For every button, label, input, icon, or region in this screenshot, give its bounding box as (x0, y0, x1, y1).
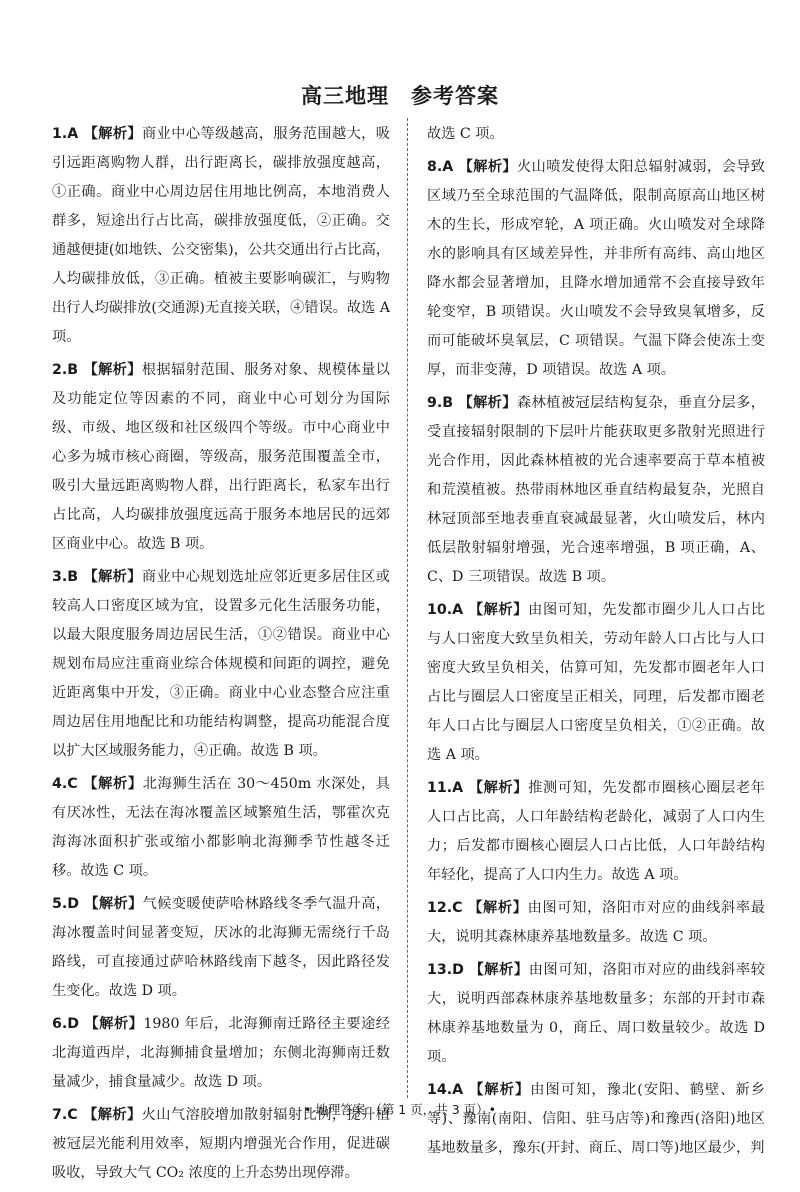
analysis-tag: 【解析】 (83, 776, 143, 792)
answer-text: 气候变暖使萨哈林路线冬季气温升高，海冰覆盖时间显著变短，厌冰的北海狮无需绕行千岛路线，可直接通过萨哈林路线南下越冬，因此路径发生变化。故选 D 项。 (52, 896, 390, 999)
answer-number: 14.A (427, 1082, 470, 1098)
analysis-tag: 【解析】 (468, 602, 529, 618)
answer-text: 由图可知，洛阳市对应的曲线斜率较大，说明西部森林康养基地数量多；东部的开封市森林康养基地数量为 0，商丘、周口数量较少。故选 D 项。 (427, 962, 765, 1065)
right-column (427, 120, 765, 1167)
answer-item (427, 774, 765, 890)
analysis-tag: 【解析】 (458, 395, 517, 411)
answer-item (52, 770, 390, 886)
left-column (52, 120, 390, 1192)
answer-item (427, 894, 765, 952)
answer-text: 由图可知，豫北(安阳、鹤壁、新乡等)、豫南(南阳、信阳、驻马店等)和豫西(洛阳)地区基地数量多，豫东(开封、商丘、周口等)地区最少，判 (427, 1082, 765, 1156)
answer-number: 13.D (427, 962, 470, 978)
answer-number: 1.A (52, 126, 84, 142)
page-title: 高三地理 参考答案 (301, 84, 499, 108)
column-divider (407, 118, 408, 1098)
answer-item (52, 120, 390, 352)
answer-number: 2.B (52, 362, 84, 378)
answer-text: 根据辐射范围、服务对象、规模体量以及功能定位等因素的不同，商业中心可划分为国际级、市级、地区级和社区级四个等级。市中心商业中心多为城市核心商圈，等级高，服务范围覆盖全市，吸引大量远距离购物人群，出行距离长，私家车出行占比高，人均碳排放强度远高于服务本地居民的远郊区商业中心。故选 B 项。 (52, 362, 390, 552)
answer-item (427, 956, 765, 1072)
analysis-tag: 【解析】 (83, 126, 143, 142)
analysis-tag: 【解析】 (469, 962, 529, 978)
answer-text: 由图可知，洛阳市对应的曲线斜率最大，说明其森林康养基地数量多。故选 C 项。 (427, 900, 765, 945)
answer-number: 9.B (427, 395, 459, 411)
answer-text: 由图可知，先发都市圈少儿人口占比与人口密度大致呈负相关，劳动年龄人口占比与人口密度大致呈负相关，估算可知，先发都市圈老年人口占比与圈层人口密度呈正相关，同理，后发都市圈老年人口占比与圈层人口密度呈负相关，①②正确。故选 A 项。 (427, 602, 765, 763)
analysis-tag: 【解析】 (84, 896, 143, 912)
analysis-tag: 【解析】 (468, 780, 529, 796)
answer-item (52, 356, 390, 559)
analysis-tag: 【解析】 (83, 362, 142, 378)
analysis-tag: 【解析】 (83, 1107, 142, 1123)
answer-text: 火山喷发使得太阳总辐射减弱，会导致区域乃至全球范围的气温降低，限制高原高山地区树木的生长，形成窄轮，A 项正确。火山喷发对全球降水的影响具有区域差异性，并非所有高纬、高山地区降水都会显著增加，且降水增加通常不会直接导致年轮变窄，B 项错误。火山喷发不会导致臭氧增多，反而可能破坏臭氧层，C 项错误。气温下降会使冻土变厚，而非变薄，D 项错误。故选 A 项。 (427, 159, 765, 378)
analysis-tag: 【解析】 (83, 569, 142, 585)
answer-text: 推测可知，先发都市圈核心圈层老年人口占比高，人口年龄结构老龄化，减弱了人口内生力；后发都市圈核心圈层人口占比低，人口年龄结构年轻化，提高了人口内生力。故选 A 项。 (427, 780, 765, 883)
analysis-tag: 【解析】 (468, 900, 528, 916)
answer-number: 12.C (427, 900, 469, 916)
analysis-tag: 【解析】 (458, 159, 518, 175)
answer-number: 6.D (52, 1016, 85, 1032)
answer-number: 10.A (427, 602, 469, 618)
answer-item (427, 153, 765, 385)
answer-item (427, 389, 765, 592)
answer-text: 北海狮生活在 30～450m 水深处，具有厌冰性，无法在海冰覆盖区域繁殖生活，鄂霍次克海海冰面积扩张或缩小都影响北海狮季节性越冬迁移。故选 C 项。 (52, 776, 390, 879)
answer-number: 3.B (52, 569, 84, 585)
page-footer: • 地理答案 （第 1 页，共 3 页）• (304, 1102, 496, 1117)
answer-item (52, 890, 390, 1006)
answer-item (52, 1010, 390, 1097)
analysis-tag: 【解析】 (84, 1016, 144, 1032)
answer-text: 故选 C 项。 (427, 126, 504, 142)
answer-number: 5.D (52, 896, 85, 912)
answer-number: 7.C (52, 1107, 84, 1123)
analysis-tag: 【解析】 (469, 1082, 531, 1098)
answer-item (427, 120, 765, 149)
answer-text: 火山气溶胶增加散射辐射比例，提升植被冠层光能利用效率，短期内增强光合作用，促进碳吸收，导致大气 CO₂ 浓度的上升态势出现停滞。 (52, 1107, 390, 1181)
answer-number: 4.C (52, 776, 84, 792)
answer-text: 商业中心等级越高，服务范围越大，吸引远距离购物人群，出行距离长，碳排放强度越高，①正确。商业中心周边居住用地比例高，本地消费人群多，短途出行占比高，碳排放强度低，②正确。交通越便捷(如地铁、公交密集)，公共交通出行占比高，人均碳排放低，③正确。植被主要影响碳汇，与购物出行人均碳排放(交通源)无直接关联，④错误。故选 A 项。 (52, 126, 390, 345)
answer-item (427, 1076, 765, 1163)
answer-text: 商业中心规划选址应邻近更多居住区或较高人口密度区域为宜，设置多元化生活服务功能，以最大限度服务周边居民生活，①②错误。商业中心规划布局应注重商业综合体规模和间距的调控，避免近距离集中开发，③正确。商业中心业态整合应注重周边居住用地配比和功能结构调整，提高功能混合度以扩大区域服务能力，④正确。故选 B 项。 (52, 569, 390, 759)
answer-number: 11.A (427, 780, 469, 796)
answer-number: 8.A (427, 159, 459, 175)
answer-text: 1980 年后，北海狮南迁路径主要途经北海道西岸，北海狮捕食量增加；东侧北海狮南迁数量减少，捕食量减少。故选 D 项。 (52, 1016, 390, 1090)
answer-item (427, 596, 765, 770)
answer-item (52, 563, 390, 766)
answer-text: 森林植被冠层结构复杂，垂直分层多，受直接辐射限制的下层叶片能获取更多散射光照进行光合作用，因此森林植被的光合速率要高于草本植被和荒漠植被。热带雨林地区垂直结构最复杂，光照自林冠顶部至地表垂直衰减最显著，火山喷发后，林内低层散射辐射增强，光合速率增强，B 项正确，A、C、D 三项错误。故选 B 项。 (427, 395, 765, 585)
